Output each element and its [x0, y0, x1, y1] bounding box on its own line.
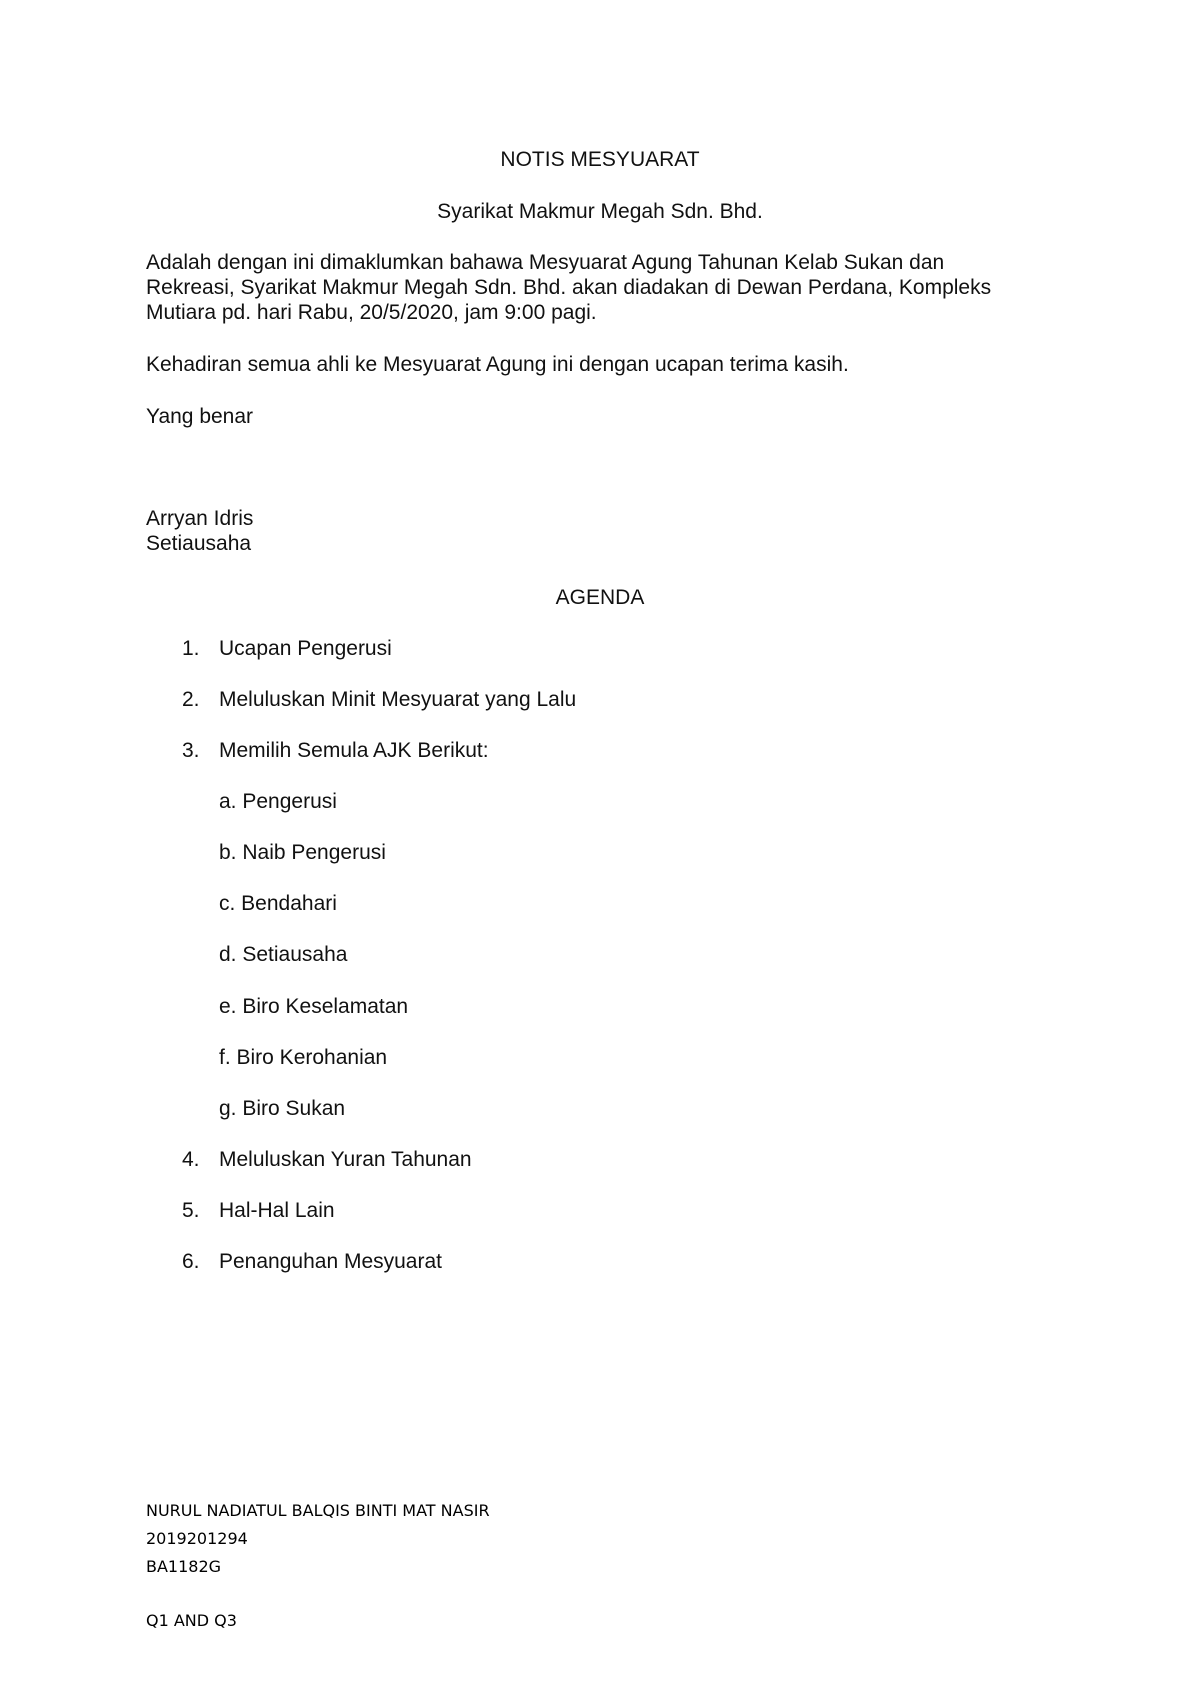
agenda-sub-item: b. Naib Pengerusi: [219, 841, 386, 864]
agenda-heading: AGENDA: [555, 586, 645, 609]
agenda-sub-item: g. Biro Sukan: [219, 1097, 346, 1120]
agenda-item-text: Hal-Hal Lain: [219, 1199, 335, 1222]
notice-title: NOTIS MESYUARAT: [500, 148, 700, 171]
closing-text: Yang benar: [146, 405, 254, 428]
agenda-sub-item: f. Biro Kerohanian: [219, 1046, 388, 1069]
agenda-item-text: Ucapan Pengerusi: [219, 637, 392, 660]
agenda-sub-item: c. Bendahari: [219, 892, 337, 915]
signatory-title: Setiausaha: [146, 532, 252, 555]
student-name: NURUL NADIATUL BALQIS BINTI MAT NASIR: [146, 1501, 490, 1520]
agenda-sub-item: e. Biro Keselamatan: [219, 995, 409, 1018]
agenda-item-number: 5.: [182, 1199, 200, 1222]
attendance-text: Kehadiran semua ahli ke Mesyuarat Agung ini dengan ucapan terima kasih.: [146, 353, 849, 376]
signatory: [146, 506, 1066, 556]
agenda-item-number: 3.: [182, 739, 200, 762]
notice-paragraph: [146, 250, 1066, 325]
student-group: BA1182G: [146, 1557, 222, 1576]
question-label: Q1 AND Q3: [146, 1611, 237, 1630]
agenda-item-number: 6.: [182, 1250, 200, 1273]
paragraph-line: Adalah dengan ini dimaklumkan bahawa Mesyuarat Agung Tahunan Kelab Sukan dan: [146, 251, 945, 274]
agenda-sub-item: a. Pengerusi: [219, 790, 337, 813]
agenda-item-number: 2.: [182, 688, 200, 711]
signatory-name: Arryan Idris: [146, 507, 254, 530]
agenda-item-text: Memilih Semula AJK Berikut:: [219, 739, 489, 762]
agenda-item-number: 1.: [182, 637, 200, 660]
agenda-item-text: Penanguhan Mesyuarat: [219, 1250, 442, 1273]
agenda-item-number: 4.: [182, 1148, 200, 1171]
agenda-item-text: Meluluskan Minit Mesyuarat yang Lalu: [219, 688, 577, 711]
paragraph-line: Rekreasi, Syarikat Makmur Megah Sdn. Bhd. akan diadakan di Dewan Perdana, Kompleks: [146, 276, 992, 299]
agenda-sub-item: d. Setiausaha: [219, 943, 348, 966]
agenda-item-text: Meluluskan Yuran Tahunan: [219, 1148, 472, 1171]
company-name: Syarikat Makmur Megah Sdn. Bhd.: [437, 200, 763, 223]
student-id: 2019201294: [146, 1529, 248, 1548]
paragraph-line: Mutiara pd. hari Rabu, 20/5/2020, jam 9:00 pagi.: [146, 301, 597, 324]
